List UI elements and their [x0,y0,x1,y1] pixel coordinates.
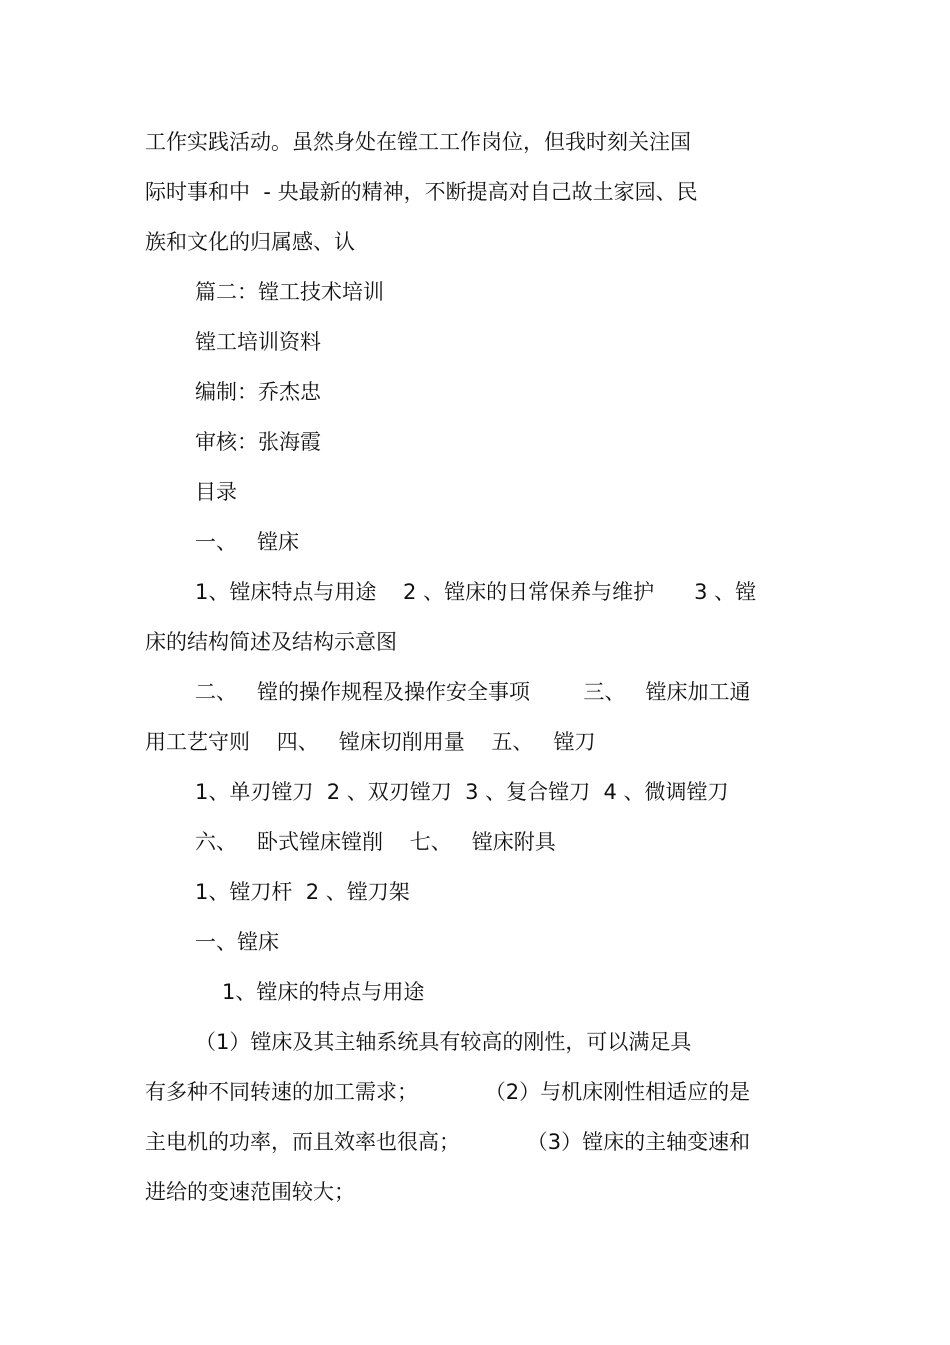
paragraph-line: 工作实践活动。虽然身处在镗工工作岗位，但我时刻关注国 [145,130,691,154]
paragraph-line: 主电机的功率，而且效率也很高； （3）镗床的主轴变速和 [145,1130,751,1154]
paragraph-line: （1）镗床及其主轴系统具有较高的刚性，可以满足具 [195,1030,692,1054]
toc-item: 1、单刃镗刀 2 、双刃镗刀 3 、复合镗刀 4 、微调镗刀 [195,780,729,804]
section-heading: 篇二：镗工技术培训 [195,280,384,304]
document-title: 镗工培训资料 [195,330,321,354]
paragraph-line: 进给的变速范围较大； [145,1180,355,1204]
subsection-heading: 1、镗床的特点与用途 [222,980,425,1004]
toc-heading: 目录 [195,480,237,504]
toc-item: 二、 镗的操作规程及操作安全事项 三、 镗床加工通 [195,680,751,704]
toc-item: 1、镗床特点与用途 2 、镗床的日常保养与维护 3 、镗 [195,580,757,604]
paragraph-line: 有多种不同转速的加工需求； （2）与机床刚性相适应的是 [145,1080,751,1104]
paragraph-line: 际时事和中 - 央最新的精神，不断提高对自己故土家园、民 [145,180,698,204]
toc-item: 1、镗刀杆 2 、镗刀架 [195,880,410,904]
toc-item: 用工艺守则 四、 镗床切削用量 五、 镗刀 [145,730,596,754]
editor-line: 编制：乔杰忠 [195,380,321,404]
toc-item: 六、 卧式镗床镗削 七、 镗床附具 [195,830,556,854]
toc-item: 床的结构简述及结构示意图 [145,630,397,654]
section-heading: 一、镗床 [195,930,279,954]
toc-item: 一、 镗床 [195,530,300,554]
reviewer-line: 审核：张海霞 [195,430,321,454]
paragraph-line: 族和文化的归属感、认 [145,230,355,254]
